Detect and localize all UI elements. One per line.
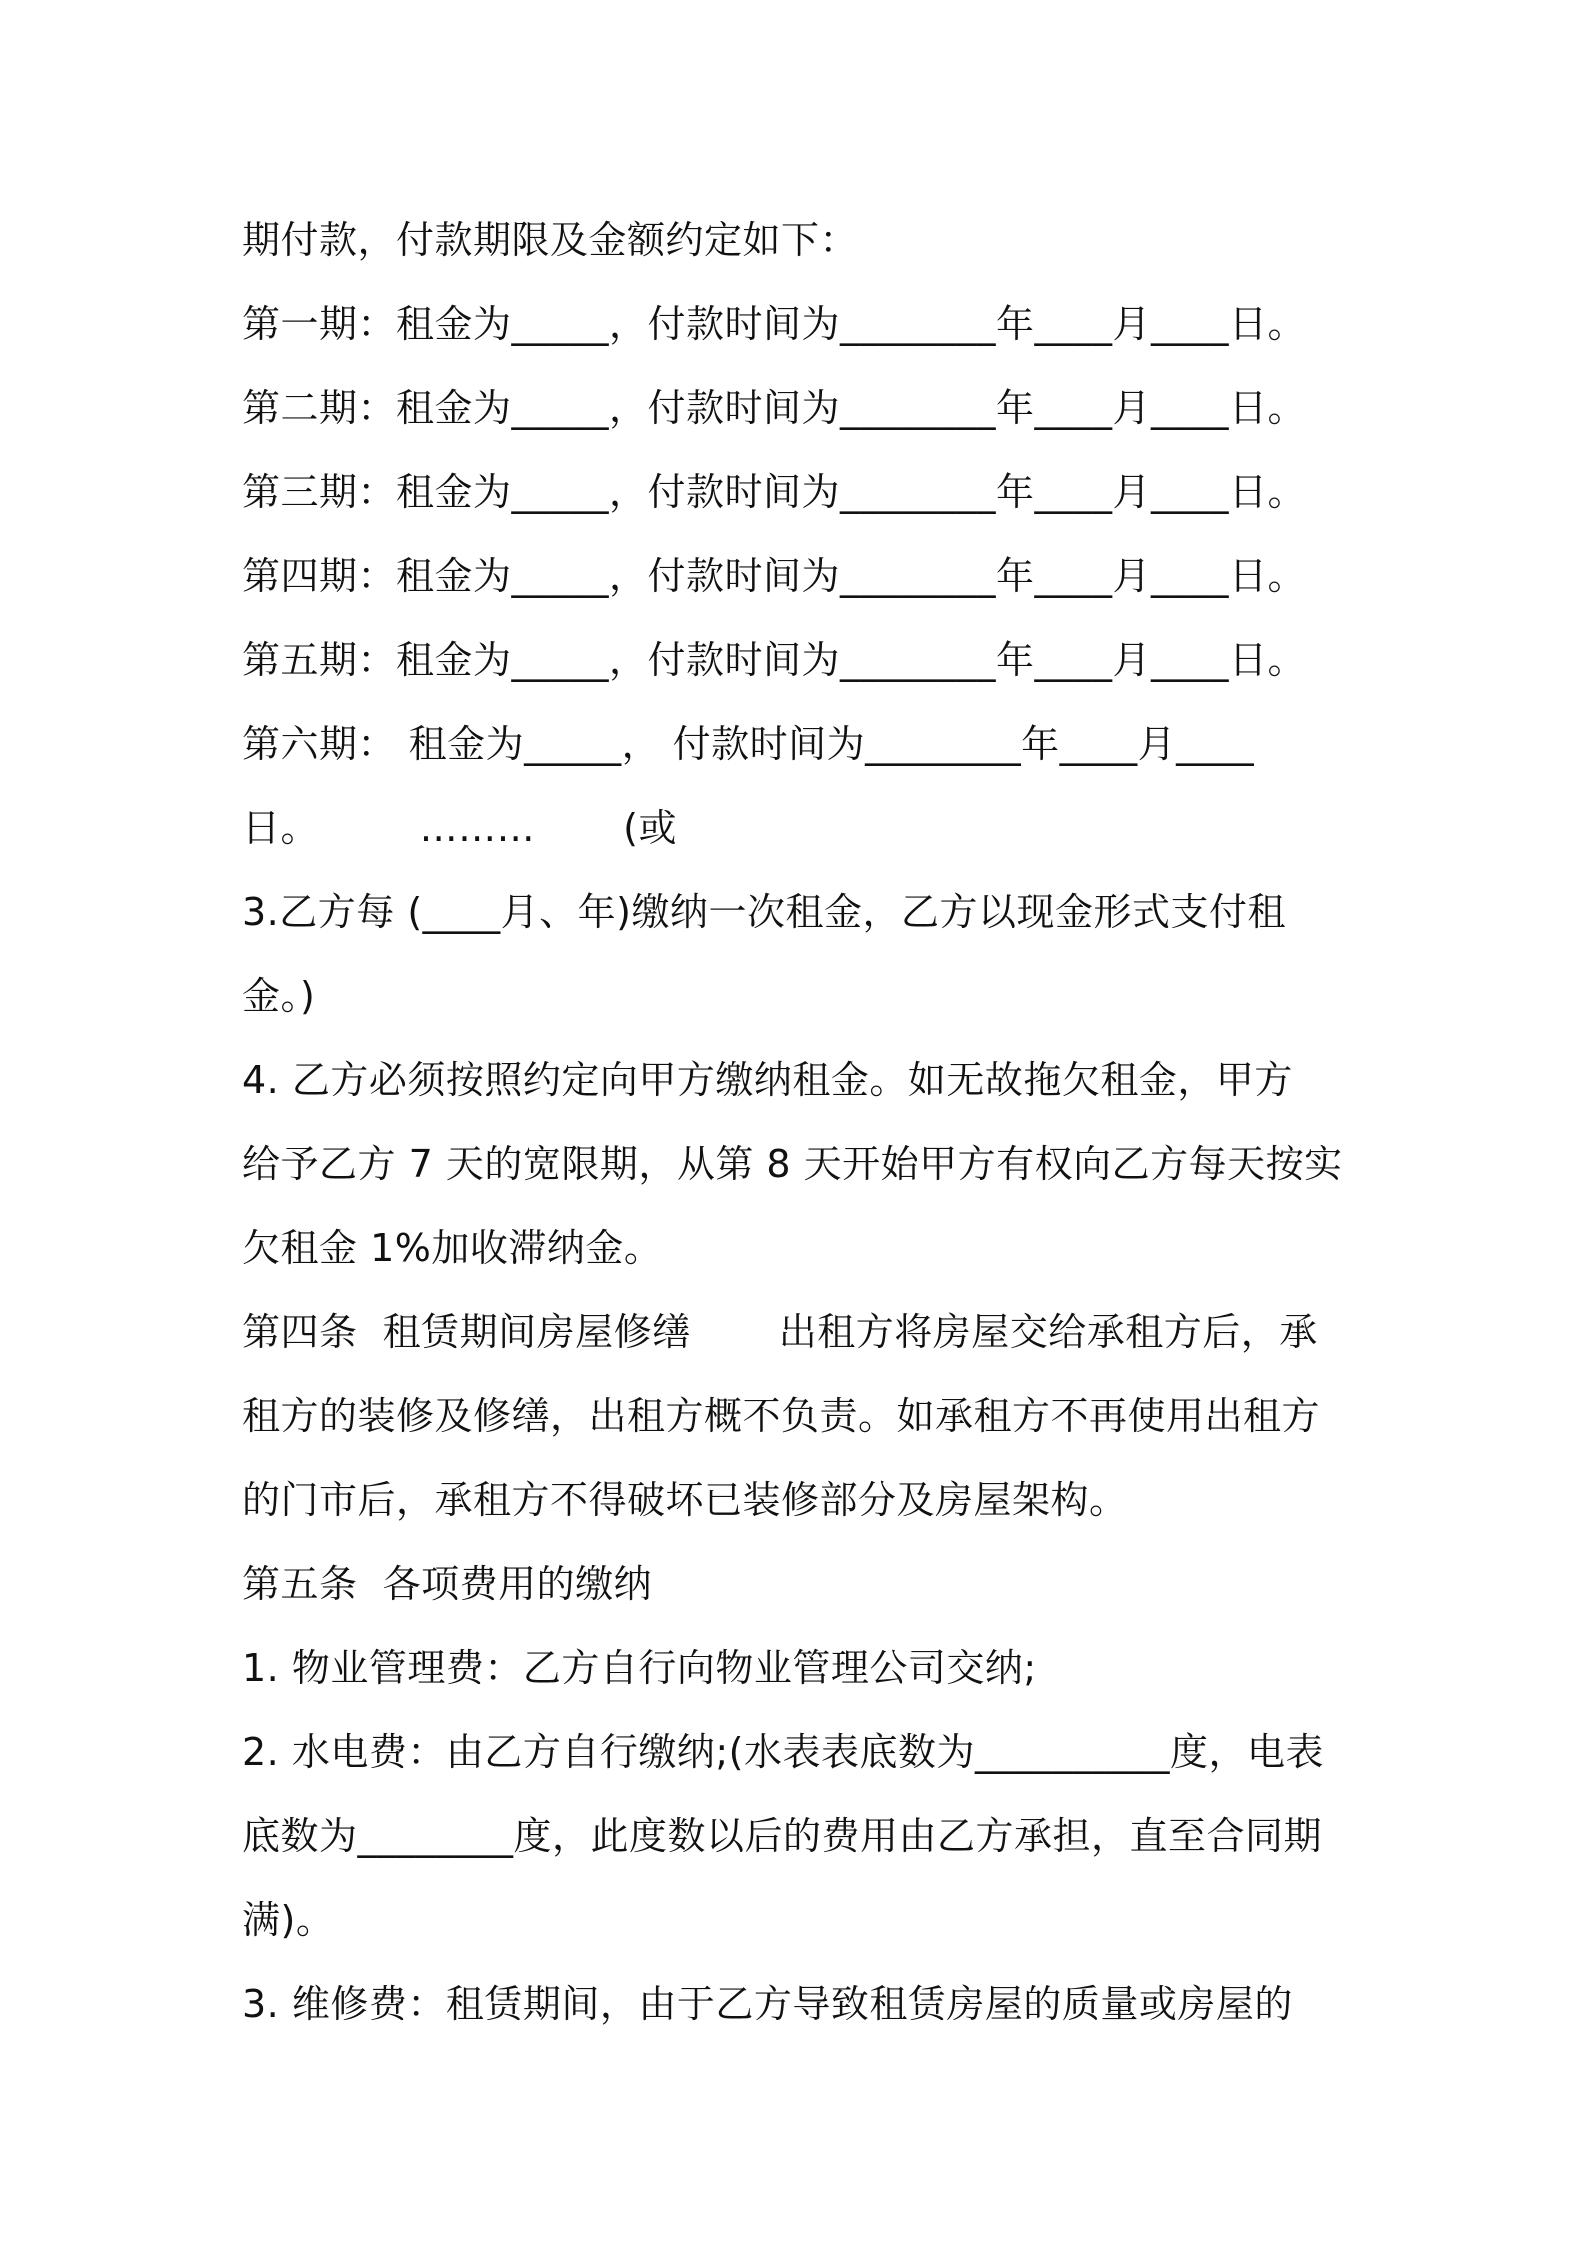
text-line-clause-4-grace: 给予乙方 7 天的宽限期，从第 8 天开始甲方有权向乙方每天按实 xyxy=(242,1142,1343,1186)
text-line-utility-fee: 2. 水电费：由乙方自行缴纳;(水表表底数为__________度，电表 xyxy=(242,1730,1324,1774)
text-line-period-2: 第二期：租金为_____，付款时间为________年____月____日。 xyxy=(242,386,1307,430)
text-line-article-4: 第四条 租赁期间房屋修缮 出租方将房屋交给承租方后，承 xyxy=(242,1310,1318,1354)
text-line-period-6: 第六期： 租金为_____， 付款时间为________年____月____ xyxy=(242,722,1255,766)
text-line-clause-4: 4. 乙方必须按照约定向甲方缴纳租金。如无故拖欠租金，甲方 xyxy=(242,1058,1293,1102)
text-line-period-3: 第三期：租金为_____，付款时间为________年____月____日。 xyxy=(242,470,1307,514)
text-line-repair-fee: 3. 维修费：租赁期间，由于乙方导致租赁房屋的质量或房屋的 xyxy=(242,1982,1293,2026)
text-line-period-1: 第一期：租金为_____，付款时间为________年____月____日。 xyxy=(242,302,1307,346)
text-line-clause-3: 3.乙方每 (____月、年)缴纳一次租金，乙方以现金形式支付租 xyxy=(242,890,1286,934)
text-line-utility-fee-continued: 底数为________度，此度数以后的费用由乙方承担，直至合同期 xyxy=(242,1814,1323,1858)
text-line-article-4-continued: 租方的装修及修缮，出租方概不负责。如承租方不再使用出租方 xyxy=(242,1394,1321,1438)
text-line-payment-intro: 期付款，付款期限及金额约定如下： xyxy=(242,218,859,262)
text-line-period-4: 第四期：租金为_____，付款时间为________年____月____日。 xyxy=(242,554,1307,598)
text-line-article-4-end: 的门市后，承租方不得破坏已装修部分及房屋架构。 xyxy=(242,1478,1128,1522)
text-line-article-5-heading: 第五条 各项费用的缴纳 xyxy=(242,1562,653,1606)
text-line-clause-3-continued: 金。) xyxy=(242,974,316,1018)
text-line-utility-fee-end: 满)。 xyxy=(242,1898,335,1942)
text-line-property-fee: 1. 物业管理费：乙方自行向物业管理公司交纳; xyxy=(242,1646,1037,1690)
text-line-clause-4-penalty: 欠租金 1%加收滞纳金。 xyxy=(242,1226,663,1270)
text-line-period-6-continued: 日。 ……… (或 xyxy=(242,806,678,850)
text-line-period-5: 第五期：租金为_____，付款时间为________年____月____日。 xyxy=(242,638,1307,682)
document-body xyxy=(242,198,1362,2046)
